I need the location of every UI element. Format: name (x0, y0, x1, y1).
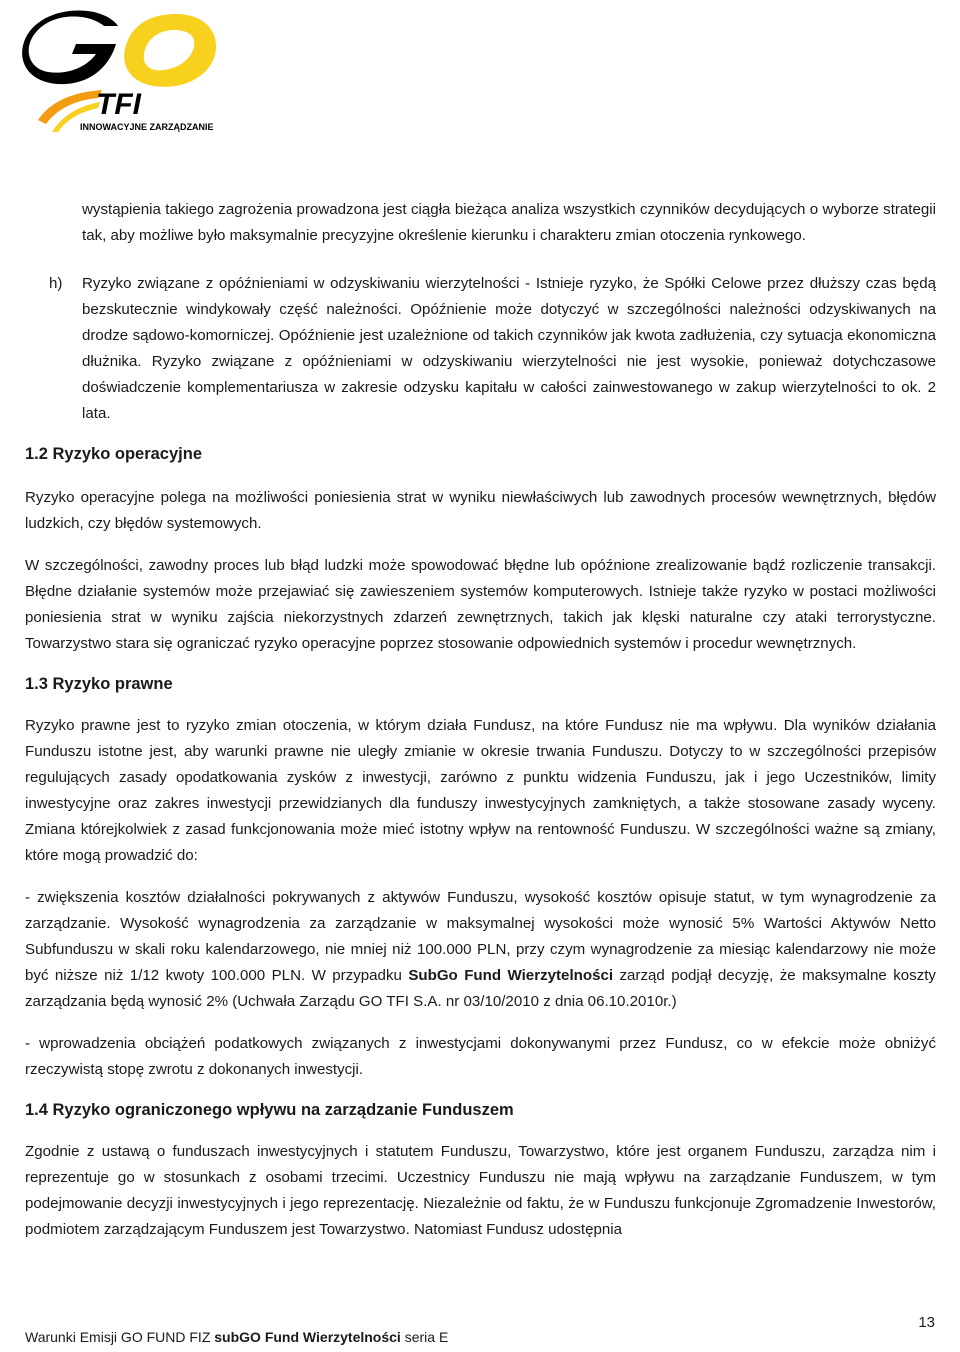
paragraph: - zwiększenia kosztów działalności pokrywanych z aktywów Funduszu, wysokość kosztów opisuje statut, w tym wynagrodzenie za zarządzanie. Wysokość wynagrodzenia za zarządzanie w maksymalnej wysokości może wynosić 5% Wartości Aktywów Netto Subfunduszu w skali roku kalendarzowego, nie mniej niż 100.000 PLN, przy czym wynagrodzenie za miesiąc kalendarzowy nie może być niższe niż 1/12 kwoty 100.000 PLN. W przypadku SubGo Fund Wierzytelności zarząd podjął decyzję, że maksymalne koszty zarządzania będą wynosić 2% (Uchwała Zarządu GO TFI S.A. nr 03/10/2010 z dnia 06.10.2010r.) (25, 889, 936, 1010)
section-heading-1-4: 1.4 Ryzyko ograniczonego wpływu na zarządzanie Funduszem (25, 1101, 514, 1119)
logo-tfi-text: TFI (96, 88, 141, 121)
section-heading-1-2: 1.2 Ryzyko operacyjne (25, 445, 203, 463)
paragraph: Zgodnie z ustawą o funduszach inwestycyjnych i statutem Funduszu, Towarzystwo, które jest organem Funduszu, zarządza nim i reprezentuje go w stosunkach z osobami trzecimi. Uczestnicy Funduszu nie mają wpływu na zarządzanie Funduszem, w tym podejmowanie decyzji inwestycyjnych i jego reprezentację. Niezależnie od faktu, że w Funduszu funkcjonuje Zgromadzenie Inwestorów, podmiotem zarządzającym Funduszem jest Towarzystwo. Natomiast Fundusz udostępnia (25, 1143, 936, 1238)
paragraph: - wprowadzenia obciążeń podatkowych związanych z inwestycjami dokonywanymi przez Fundusz, co w efekcie może obniżyć rzeczywistą stopę zwrotu z dokonanych inwestycji. (25, 1035, 936, 1078)
document-body (25, 197, 936, 1243)
go-tfi-logo (18, 6, 238, 132)
paragraph: W szczególności, zawodny proces lub błąd ludzki może spowodować błędne lub opóźnione zrealizowanie bądź rozliczenie transakcji. Błędne działanie systemów może przejawiać się zawieszeniem systemów komputerowych. Istnieje także ryzyko w postaci możliwości poniesienia strat w wyniku zajścia niekorzystnych zdarzeń zewnętrznych, takich jak klęski naturalne czy ataki terrorystyczne. Towarzystwo stara się ograniczać ryzyko operacyjne poprzez stosowanie odpowiednich systemów i procedur wewnętrznych. (25, 557, 936, 652)
paragraph: Ryzyko prawne jest to ryzyko zmian otoczenia, w którym działa Fundusz, na które Fundusz nie ma wpływu. Dla wyników działania Funduszu istotne jest, aby warunki prawne nie uległy zmianie w okresie trwania Funduszu. Dotyczy to w szczególności przepisów regulujących zasady opodatkowania zysków z inwestycji, zarówno z punktu widzenia Funduszu, jak i jego Uczestników, limity inwestycyjne oraz zakres inwestycji przewidzianych dla funduszy inwestycyjnych zamkniętych, a także stosowane zasady wyceny. Zmiana którejkolwiek z zasad funkcjonowania może mieć istotny wpływ na rentowność Funduszu. W szczególności ważne są zmiany, które mogą prowadzić do: (25, 717, 936, 864)
logo-tagline-text: INNOWACYJNE ZARZĄDZANIE (80, 122, 214, 132)
list-marker: h) (49, 275, 63, 292)
section-heading-1-3: 1.3 Ryzyko prawne (25, 675, 173, 693)
list-item-h (25, 271, 936, 427)
logo-graphic (18, 6, 238, 132)
list-item-text: Ryzyko związane z opóźnieniami w odzyskiwaniu wierzytelności - Istnieje ryzyko, że Spółki Celowe przez dłuższy czas będą bezskutecznie windykowały część należności. Opóźnienie może dotyczyć w szczególności należności odzyskiwanych na drodze sądowo-komorniczej. Opóźnienie jest uzależnione od takich czynników jak kwota zadłużenia, czy sytuacja ekonomiczna dłużnika. Ryzyko związane z opóźnieniami w odzyskiwaniu wierzytelności nie jest wysokie, ponieważ dotychczasowe doświadczenie komplementariusza w zakresie odzysku kapitału w całości zainwestowanego w zakup wierzytelności to ok. 2 lata. (82, 275, 936, 422)
page-footer: Warunki Emisji GO FUND FIZ subGO Fund Wierzytelności seria E (25, 1329, 449, 1345)
fund-name-bold: SubGo Fund Wierzytelności (408, 967, 614, 984)
page-number: 13 (918, 1314, 935, 1331)
paragraph: Ryzyko operacyjne polega na możliwości poniesienia strat w wyniku niewłaściwych lub zawodnych procesów wewnętrznych, błędów ludzkich, czy błędów systemowych. (25, 489, 936, 532)
continuation-paragraph: wystąpienia takiego zagrożenia prowadzona jest ciągła bieżąca analiza wszystkich czynników decydujących o wyborze strategii tak, aby możliwe było maksymalnie precyzyjne określenie kierunku i charakteru zmian otoczenia rynkowego. (82, 201, 936, 244)
